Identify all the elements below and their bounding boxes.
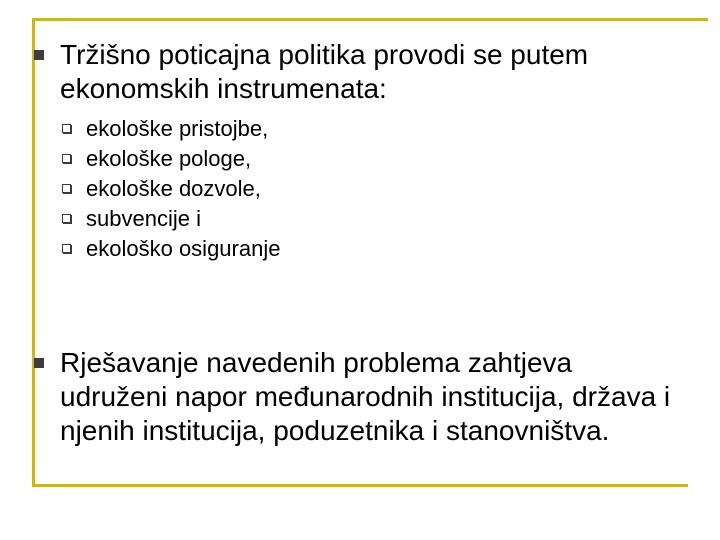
frame-left-line bbox=[32, 18, 35, 486]
bullet-text: Rješavanje navedenih problema zahtjeva udruženi napor međunarodnih institucija, država i njenih institucija, poduzetnika i stanovništva. bbox=[60, 347, 671, 446]
sub-bullet-text: ekološke pologe, bbox=[86, 146, 252, 171]
hollow-square-bullet-icon bbox=[62, 244, 71, 253]
sub-bullet-text: ekološko osiguranje bbox=[86, 236, 281, 261]
sub-bullet-item bbox=[86, 114, 586, 144]
hollow-square-bullet-icon bbox=[62, 184, 71, 193]
sub-bullet-item bbox=[86, 174, 586, 204]
hollow-square-bullet-icon bbox=[62, 214, 71, 223]
bullet-text: Tržišno poticajna politika provodi se putem ekonomskih instrumenata: bbox=[60, 39, 589, 104]
sub-bullet-item bbox=[86, 144, 586, 174]
sub-bullet-text: ekološke pristojbe, bbox=[86, 116, 269, 141]
frame-top-line bbox=[32, 18, 708, 21]
frame-bottom-line bbox=[32, 484, 688, 487]
sub-bullet-item bbox=[86, 234, 586, 264]
sub-bullet-text: subvencije i bbox=[86, 206, 201, 231]
sub-bullet-text: ekološke dozvole, bbox=[86, 176, 261, 201]
bullet-item bbox=[60, 346, 680, 448]
square-bullet-icon bbox=[34, 50, 44, 60]
hollow-square-bullet-icon bbox=[62, 124, 71, 133]
square-bullet-icon bbox=[34, 358, 44, 368]
sub-bullet-item bbox=[86, 204, 586, 234]
bullet-item bbox=[60, 38, 680, 106]
sub-bullet-list bbox=[86, 114, 586, 264]
hollow-square-bullet-icon bbox=[62, 154, 71, 163]
